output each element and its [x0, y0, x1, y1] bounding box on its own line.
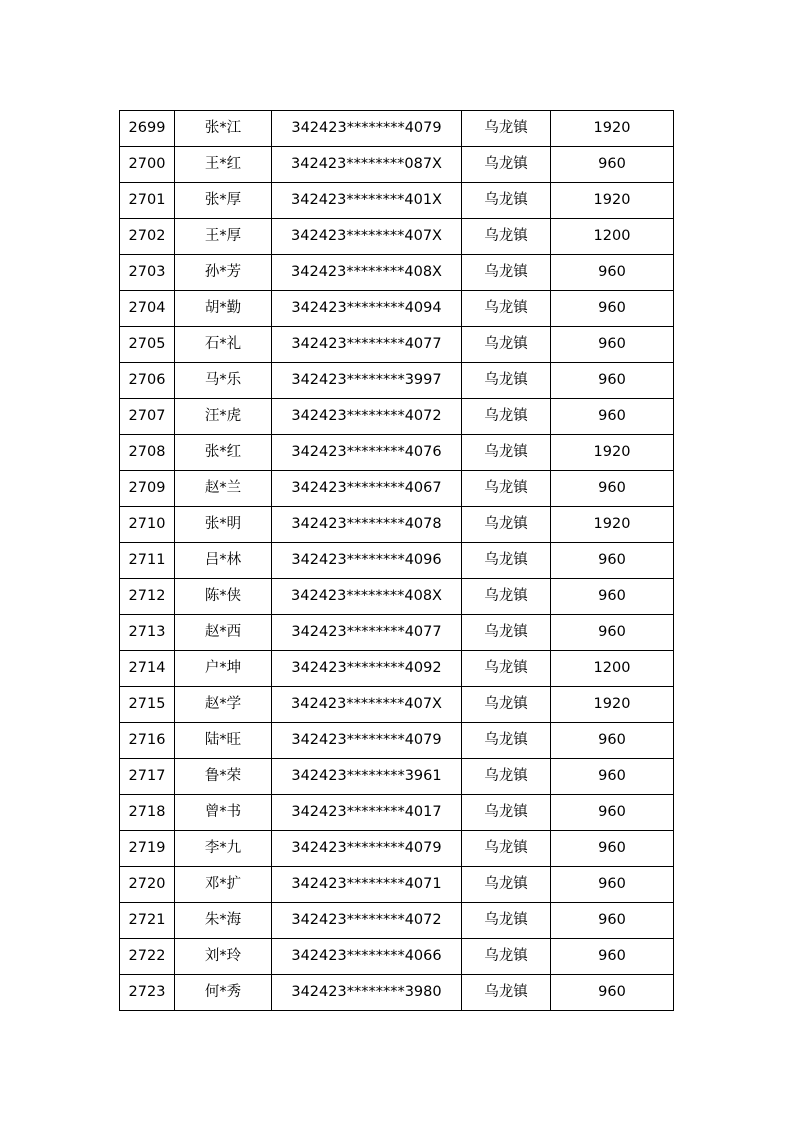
- name-cell: 王*红: [175, 147, 272, 183]
- town-cell: 乌龙镇: [462, 435, 551, 471]
- id-number-cell: 342423********407X: [272, 687, 462, 723]
- table-row: [120, 723, 674, 759]
- amount-cell: 960: [551, 147, 674, 183]
- table-row: [120, 471, 674, 507]
- table-row: [120, 579, 674, 615]
- table-row: [120, 111, 674, 147]
- row-number-cell: 2719: [120, 831, 175, 867]
- id-number-cell: 342423********4066: [272, 939, 462, 975]
- amount-cell: 1920: [551, 183, 674, 219]
- name-cell: 何*秀: [175, 975, 272, 1011]
- id-number-cell: 342423********087X: [272, 147, 462, 183]
- name-cell: 赵*西: [175, 615, 272, 651]
- amount-cell: 960: [551, 903, 674, 939]
- name-cell: 张*明: [175, 507, 272, 543]
- town-cell: 乌龙镇: [462, 291, 551, 327]
- town-cell: 乌龙镇: [462, 147, 551, 183]
- table-row: [120, 903, 674, 939]
- amount-cell: 1200: [551, 219, 674, 255]
- amount-cell: 960: [551, 363, 674, 399]
- amount-cell: 960: [551, 615, 674, 651]
- name-cell: 石*礼: [175, 327, 272, 363]
- amount-cell: 960: [551, 255, 674, 291]
- id-number-cell: 342423********4071: [272, 867, 462, 903]
- amount-cell: 960: [551, 471, 674, 507]
- name-cell: 刘*玲: [175, 939, 272, 975]
- amount-cell: 960: [551, 543, 674, 579]
- name-cell: 曾*书: [175, 795, 272, 831]
- name-cell: 邓*扩: [175, 867, 272, 903]
- name-cell: 陆*旺: [175, 723, 272, 759]
- table-row: [120, 291, 674, 327]
- amount-cell: 1920: [551, 111, 674, 147]
- table-row: [120, 795, 674, 831]
- town-cell: 乌龙镇: [462, 759, 551, 795]
- row-number-cell: 2700: [120, 147, 175, 183]
- name-cell: 马*乐: [175, 363, 272, 399]
- table-row: [120, 219, 674, 255]
- id-number-cell: 342423********4079: [272, 831, 462, 867]
- row-number-cell: 2715: [120, 687, 175, 723]
- town-cell: 乌龙镇: [462, 111, 551, 147]
- town-cell: 乌龙镇: [462, 327, 551, 363]
- town-cell: 乌龙镇: [462, 867, 551, 903]
- table-row: [120, 147, 674, 183]
- table-row: [120, 831, 674, 867]
- name-cell: 王*厚: [175, 219, 272, 255]
- row-number-cell: 2713: [120, 615, 175, 651]
- name-cell: 赵*学: [175, 687, 272, 723]
- table-row: [120, 255, 674, 291]
- row-number-cell: 2702: [120, 219, 175, 255]
- row-number-cell: 2718: [120, 795, 175, 831]
- id-number-cell: 342423********401X: [272, 183, 462, 219]
- table-row: [120, 327, 674, 363]
- amount-cell: 960: [551, 327, 674, 363]
- id-number-cell: 342423********4079: [272, 111, 462, 147]
- amount-cell: 1920: [551, 687, 674, 723]
- id-number-cell: 342423********4077: [272, 615, 462, 651]
- amount-cell: 1200: [551, 651, 674, 687]
- name-cell: 孙*芳: [175, 255, 272, 291]
- town-cell: 乌龙镇: [462, 615, 551, 651]
- name-cell: 张*厚: [175, 183, 272, 219]
- town-cell: 乌龙镇: [462, 399, 551, 435]
- name-cell: 李*九: [175, 831, 272, 867]
- town-cell: 乌龙镇: [462, 903, 551, 939]
- row-number-cell: 2701: [120, 183, 175, 219]
- id-number-cell: 342423********4017: [272, 795, 462, 831]
- table-row: [120, 687, 674, 723]
- id-number-cell: 342423********4077: [272, 327, 462, 363]
- name-cell: 赵*兰: [175, 471, 272, 507]
- town-cell: 乌龙镇: [462, 723, 551, 759]
- row-number-cell: 2703: [120, 255, 175, 291]
- row-number-cell: 2704: [120, 291, 175, 327]
- table-row: [120, 507, 674, 543]
- table-row: [120, 939, 674, 975]
- id-number-cell: 342423********407X: [272, 219, 462, 255]
- row-number-cell: 2707: [120, 399, 175, 435]
- town-cell: 乌龙镇: [462, 543, 551, 579]
- table-row: [120, 615, 674, 651]
- town-cell: 乌龙镇: [462, 255, 551, 291]
- id-number-cell: 342423********3980: [272, 975, 462, 1011]
- name-cell: 张*红: [175, 435, 272, 471]
- row-number-cell: 2709: [120, 471, 175, 507]
- name-cell: 鲁*荣: [175, 759, 272, 795]
- id-number-cell: 342423********4076: [272, 435, 462, 471]
- amount-cell: 960: [551, 831, 674, 867]
- table-row: [120, 975, 674, 1011]
- row-number-cell: 2699: [120, 111, 175, 147]
- town-cell: 乌龙镇: [462, 363, 551, 399]
- row-number-cell: 2714: [120, 651, 175, 687]
- id-number-cell: 342423********4094: [272, 291, 462, 327]
- subsidy-roster-table: [119, 110, 674, 1011]
- town-cell: 乌龙镇: [462, 795, 551, 831]
- id-number-cell: 342423********4096: [272, 543, 462, 579]
- id-number-cell: 342423********408X: [272, 255, 462, 291]
- id-number-cell: 342423********4092: [272, 651, 462, 687]
- table-row: [120, 399, 674, 435]
- town-cell: 乌龙镇: [462, 831, 551, 867]
- row-number-cell: 2712: [120, 579, 175, 615]
- row-number-cell: 2710: [120, 507, 175, 543]
- amount-cell: 960: [551, 795, 674, 831]
- table-row: [120, 759, 674, 795]
- row-number-cell: 2708: [120, 435, 175, 471]
- id-number-cell: 342423********4072: [272, 399, 462, 435]
- amount-cell: 960: [551, 975, 674, 1011]
- amount-cell: 960: [551, 399, 674, 435]
- id-number-cell: 342423********4079: [272, 723, 462, 759]
- row-number-cell: 2722: [120, 939, 175, 975]
- name-cell: 汪*虎: [175, 399, 272, 435]
- id-number-cell: 342423********4078: [272, 507, 462, 543]
- name-cell: 胡*勤: [175, 291, 272, 327]
- amount-cell: 960: [551, 939, 674, 975]
- town-cell: 乌龙镇: [462, 975, 551, 1011]
- town-cell: 乌龙镇: [462, 939, 551, 975]
- town-cell: 乌龙镇: [462, 687, 551, 723]
- amount-cell: 960: [551, 867, 674, 903]
- town-cell: 乌龙镇: [462, 471, 551, 507]
- row-number-cell: 2706: [120, 363, 175, 399]
- name-cell: 户*坤: [175, 651, 272, 687]
- row-number-cell: 2717: [120, 759, 175, 795]
- town-cell: 乌龙镇: [462, 219, 551, 255]
- id-number-cell: 342423********408X: [272, 579, 462, 615]
- row-number-cell: 2705: [120, 327, 175, 363]
- table-row: [120, 363, 674, 399]
- town-cell: 乌龙镇: [462, 579, 551, 615]
- name-cell: 陈*侠: [175, 579, 272, 615]
- id-number-cell: 342423********3961: [272, 759, 462, 795]
- amount-cell: 960: [551, 579, 674, 615]
- town-cell: 乌龙镇: [462, 507, 551, 543]
- table-row: [120, 543, 674, 579]
- amount-cell: 960: [551, 723, 674, 759]
- table-row: [120, 651, 674, 687]
- row-number-cell: 2716: [120, 723, 175, 759]
- amount-cell: 1920: [551, 507, 674, 543]
- amount-cell: 960: [551, 759, 674, 795]
- table-row: [120, 435, 674, 471]
- town-cell: 乌龙镇: [462, 651, 551, 687]
- id-number-cell: 342423********4072: [272, 903, 462, 939]
- name-cell: 张*江: [175, 111, 272, 147]
- row-number-cell: 2720: [120, 867, 175, 903]
- roster-body: [120, 111, 674, 1011]
- row-number-cell: 2711: [120, 543, 175, 579]
- id-number-cell: 342423********4067: [272, 471, 462, 507]
- amount-cell: 1920: [551, 435, 674, 471]
- amount-cell: 960: [551, 291, 674, 327]
- name-cell: 朱*海: [175, 903, 272, 939]
- id-number-cell: 342423********3997: [272, 363, 462, 399]
- name-cell: 吕*林: [175, 543, 272, 579]
- table-row: [120, 867, 674, 903]
- row-number-cell: 2723: [120, 975, 175, 1011]
- town-cell: 乌龙镇: [462, 183, 551, 219]
- row-number-cell: 2721: [120, 903, 175, 939]
- table-row: [120, 183, 674, 219]
